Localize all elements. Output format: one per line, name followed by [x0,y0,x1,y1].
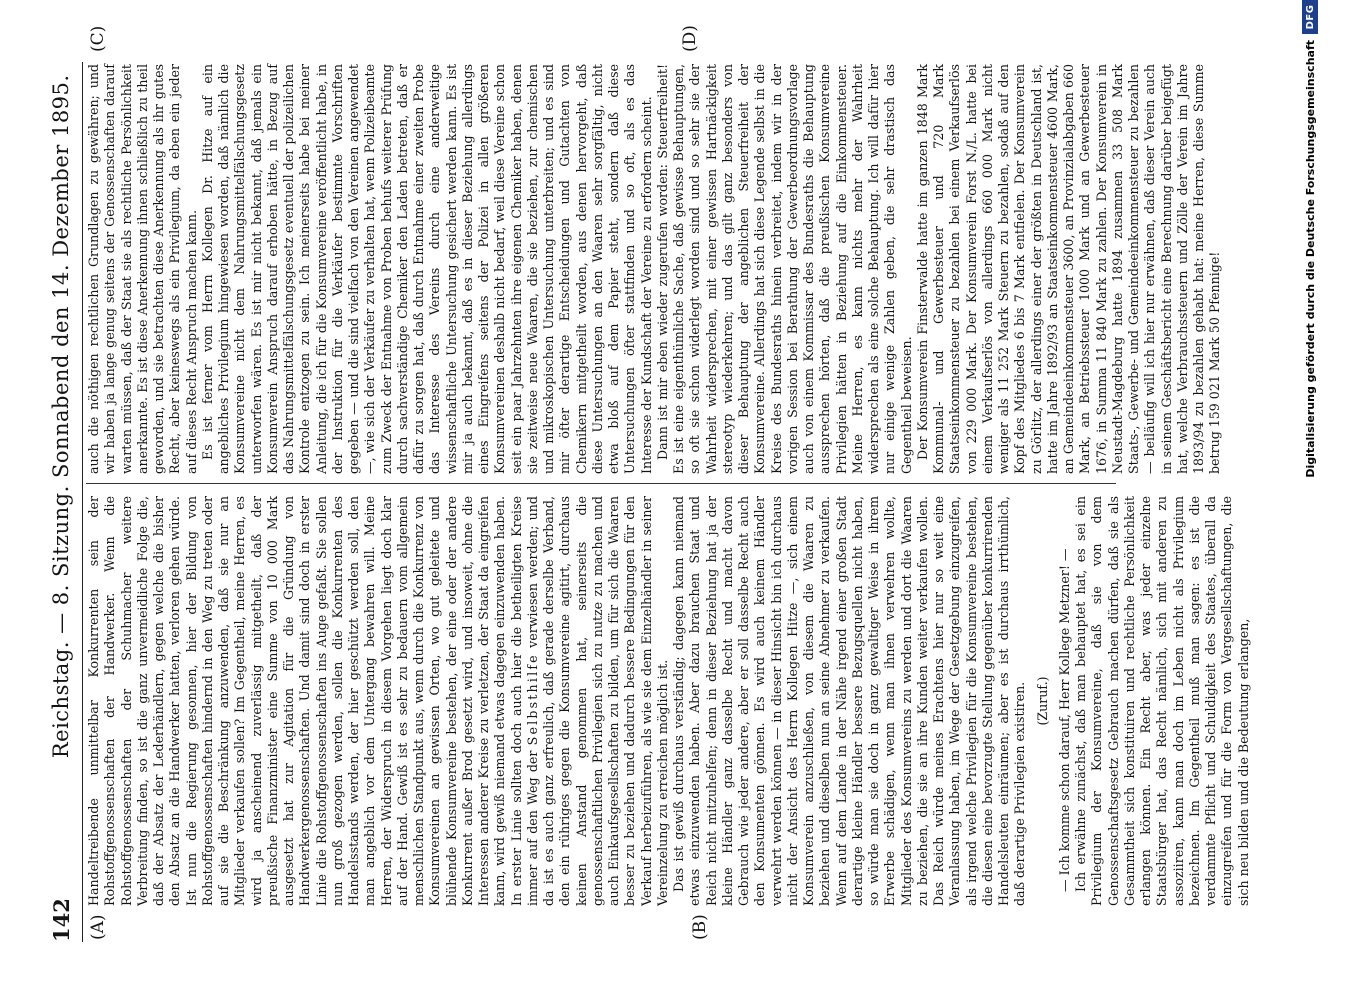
margin-mark-d: (D) [680,25,700,52]
page-number: 142 [48,898,74,942]
page-header [44,62,78,942]
column-divider [86,483,1116,484]
left-paragraph-1 [86,496,671,906]
credit-text: Digitalisierung gefördert durch die Deutsche Forschungsgemeinschaft [1303,40,1317,478]
left-p1-text: Handeltreibende unmittelbar Konkurrenten sein der Rohstoffgenossenschaften der Handwerker. Wenn die Rohstoffgenossenschaften der Schuhmacher weitere Verbreitung finden, so ist die ganz unvermeidliche Folge die, daß der Absatz der Lederhändlern, gegen welche die bisher den Absatz an die Handwerker hatten, verloren gehen würde. Ist nun die Regierung gesonnen, hier der Bildung von Rohstoffgenossenschaften hindernd in den Weg zu treten oder auf sie die Beschränkung anzuwenden, daß sie nur an Mitglieder verkaufen sollen? Im Gegentheil, meine Herren, es wird ja anscheinend zuverlässig mitgetheilt, daß der preußische Finanzminister eine Summe von 10 000 Mark ausgesetzt hat zur Agitation für die Gründung von Handwerkergenossenschaften. Und damit sind doch in erster Linie die Rohstoffgenossenschaften ins Auge gefaßt. Sie sollen nun groß gezogen werden, sollen die Konkurrenten des Handelsstands werden, der hier geschützt werden soll, den man angeblich vor dem Untergang bewahren will. Meine Herren, der Widerspruch in diesem Vorgehen liegt doch klar auf der Hand. Gewiß ist es sehr zu bedauern vom allgemein menschlichen Standpunkt aus, wenn durch die Konkurrenz von Konsumvereinen an gewissen Orten, wo gut geleitete und blühende Konsumvereine bestehen, der eine oder der andere Konkurrent außer Brod gesetzt wird, und insoweit, ohne die Interessen anderer Kreise zu verletzen, der Staat da eingreifen kann, wird gewiß niemand etwas dagegen einzuwenden haben. In erster Linie sollten doch auch hier die betheiligten Kreise immer auf den Weg der [86,496,540,906]
right-paragraph-2: Es ist ferner vom Herrn Kollegen Dr. Hitze auf ein angebliches Privilegium hingewiesen worden, daß nämlich die Konsumvereine nicht dem Nahrungsmittelfälschungsgesetz unterworfen wären. Es ist mir nicht bekannt, daß jemals ein Konsumverein Anspruch darauf erhoben hätte, in Bezug auf das Nahrungsmittelfälschungsgesetz eventuell der polizeilichen Kontrole entzogen zu sein. Ich meinerseits habe bei meiner Anleitung, die ich für die Konsumvereine veröffentlicht habe, in der Instruktion für die Verkäufer bestimmte Vorschriften gegeben — und die sind vielfach von den Vereinen angewendet —, wie sich der Verkäufer zu verhalten hat, wenn Polizeibeamte zum Zweck der Entnahme von Proben behufs weiterer Prüfung durch sachverständige Chemiker den Laden betreten, daß er dafür zu sorgen hat, daß durch Entnahme einer zweiten Probe das Interesse des Vereins durch eine anderweitige wissenschaftliche Untersuchung gesichert werden kann. Es ist mir ja auch bekannt, daß es in dieser Beziehung allerdings eines Eingreifens seitens der Polizei in allen größeren Konsumvereinen deshalb nicht bedarf, weil diese Vereine schon seit ein paar Jahrzehnten ihre eigenen Chemiker haben, denen sie zeitweise neue Waaren, die sie beziehen, zur chemischen und mikroskopischen Untersuchung unterbreiten; und es sind mir öfter derartige Entscheidungen und Gutachten von Chemikern mitgetheilt worden, aus denen hervorgeht, daß diese Untersuchungen an den Waaren sehr sorgfältig, nicht etwa bloß auf dem Papier steht, sondern daß diese Untersuchungen öfter stattfinden und so oft, als es das Interesse der Kundschaft der Vereine zu erfordern scheint. [199,64,654,474]
interjection: (Zuruf.) [1034,676,1050,726]
digitization-credit [1302,0,1318,1000]
running-title: Reichstag. — 8. Sitzung. Sonnabend den 14. Dezember 1895. [49,74,73,759]
left-paragraph-4: Ich erwähne zunächst, daß man behauptet hat, es sei ein Privilegium der Konsumvereine, daß sie von dem Genossenschaftsgesetz Gebrauch machen dürfen, daß sie als Gesammtheit sich konstituiren und rechtliche Persönlichkeit erlangen können. Ein Recht aber, was jeder einzelne Staatsbürger hat, das Recht nämlich, sich mit anderen zu assoziiren, kann man doch im Leben nicht als Privilegium bezeichnen. Im Gegentheil muß man sagen: es ist die verdammte Pflicht und Schuldigkeit des Staates, überall da einzugreifen und für die Form von Vergesellschaftungen, die sich neu bilden und die Bedeutung erlangen, [1073,496,1251,906]
dfg-logo: DFG [1302,0,1318,34]
left-column [86,496,1251,906]
right-column [86,64,1223,474]
left-p1-tail: verwiesen werden; und da ist es auch ganz erfreulich, daß gerade derselbe Verband, den ein rühriges gegen die Konsumvereine agitirt, durchaus keinen Anstand genommen hat, seinerseits die genossenschaftlichen Privilegien sich zu nutze zu machen und auch Einkaufsgesellschaften zu bilden, um für sich die Waaren besser zu beziehen und dadurch bessere Bedingungen für den Verkauf herbeizuführen, als wie sie dem Einzelhändler in seiner Vereinzelung zu erreichen möglich ist. [524,496,670,906]
right-paragraph-3: Dann ist mir eben wieder zugerufen worden: Steuerfreiheit! Es ist eine eigenthümliche Sache, daß gewisse Behauptungen, so oft sie schon widerlegt worden sind und so sehr sie der Wahrheit widersprechen, mit einer gewissen Hartnäckigkeit stereotyp wiederkehren; und das gilt ganz besonders von dieser Behauptung der angeblichen Steuerfreiheit der Konsumvereine. Allerdings hat sich diese Legende selbst in die Kreise des Bundesraths hinein verbreitet, indem wir in der vorigen Session bei Berathung der Gewerbeordnungsvorlage auch von einem Kommissar des Bundesraths die Behauptung aussprechen hörten, daß die preußischen Konsumvereine Privilegien hätten in Beziehung auf die Einkommensteuer. Meine Herren, es kann nichts mehr der Wahrheit widersprechen als eine solche Behauptung. Ich will dafür hier nur einige wenige Zahlen geben, die sehr drastisch das Gegentheil beweisen. [654,64,914,474]
margin-mark-b: (B) [690,914,710,940]
right-paragraph-4: Der Konsumverein Finsterwalde hatte im ganzen 1848 Mark Kommunal- und Gewerbesteuer und 720 Mark Staatseinkommensteuer zu bezahlen bei einem Verkaufserlös von 229 000 Mark. Der Konsumverein Forst N./L. hatte bei einem Verkaufserlös von allerdings 660 000 Mark nicht weniger als 11 252 Mark Steuern zu bezahlen, sodaß auf den Kopf des Mitgliedes 6 bis 7 Mark entfielen. Der Konsumverein zu Görlitz, der allerdings einer der größten in Deutschland ist, hatte im Jahre 1892/93 an Staatseinkommensteuer 4600 Mark, an Gemeindeeinkommensteuer 3600, an Provinzialabgaben 660 Mark, an Betriebssteuer 1000 Mark und an Gewerbesteuer 1676, in Summa 11 840 Mark zu zahlen. Der Konsumverein in Neustadt-Magdeburg hatte 1894 zusammen 33 508 Mark Staats-, Gewerbe- und Gemeindeeinkommensteuer zu bezahlen — beiläufig will ich hier nur erwähnen, daß dieser Verein auch in seinem Geschäftsbericht eine Berechnung darüber beigefügt hat, welche Verbrauchssteuern und Zölle der Verein im Jahre 1893/94 zu bezahlen gehabt hat: meine Herren, diese Summe betrug 159 021 Mark 50 Pfennige! [914,64,1223,474]
left-p1-emphasis: Selbsthilfe [524,653,540,746]
header-rule [82,62,83,942]
right-paragraph-1: auch die nöthigen rechtlichen Grundlagen zu gewähren; und wir haben ja lange genug seitens der Genossenschaften darauf warten müssen, daß der Staat sie als rechtliche Persönlichkeit anerkannte. Es ist diese Anerkennung ihnen schließlich zu theil geworden, und sie betrachten diese Anerkennung als ihr gutes Recht, aber keineswegs als ein Privilegium, da eben ein jeder auf dieses Recht Anspruch machen kann. [86,64,199,474]
margin-mark-a: (A) [88,914,108,940]
left-paragraph-3: — Ich komme schon darauf, Herr Kollege Metzner! — [1056,548,1072,892]
left-paragraph-2: Das ist gewiß durchaus verständig; dagegen kann niemand etwas einzuwenden haben. Aber dazu brauchen Staat und Reich nicht mitzuhelfen; denn in dieser Beziehung hat ja der kleine Händler ganz dasselbe Recht und macht davon Gebrauch wie jeder andere, aber er soll dasselbe Recht auch den Konsumenten gönnen. Es wird auch keinem Händler verwehrt werden können — in dieser Hinsicht bin ich durchaus nicht der Ansicht des Herrn Kollegen Hitze —, sich einem Konsumverein anzuschließen, von diesem die Waaren zu beziehen und dieselben nun an seine Abnehmer zu verkaufen. Wenn auf dem Lande in der Nähe irgend einer großen Stadt derartige kleine Händler bessere Bezugsquellen nicht haben, so würde man sie doch in ganz gewaltiger Weise in ihrem Erwerbe schädigen, wenn man ihnen verwehren wollte, Mitglieder des Konsumvereins zu werden und dort die Waaren zu beziehen, die sie an ihre Kunden weiter verkaufen wollen. Das Reich würde meines Erachtens hier nur so weit eine Veranlassung haben, im Wege der Gesetzgebung einzugreifen, als irgend welche Privilegien für die Konsumvereine bestehen, die diesen eine bevorzugte Stellung gegenüber konkurrirenden Handelsleuten einräumen; aber es ist durchaus irrthümlich, daß derartige Privilegien existiren. [671,496,1028,906]
margin-mark-c: (C) [88,25,108,52]
